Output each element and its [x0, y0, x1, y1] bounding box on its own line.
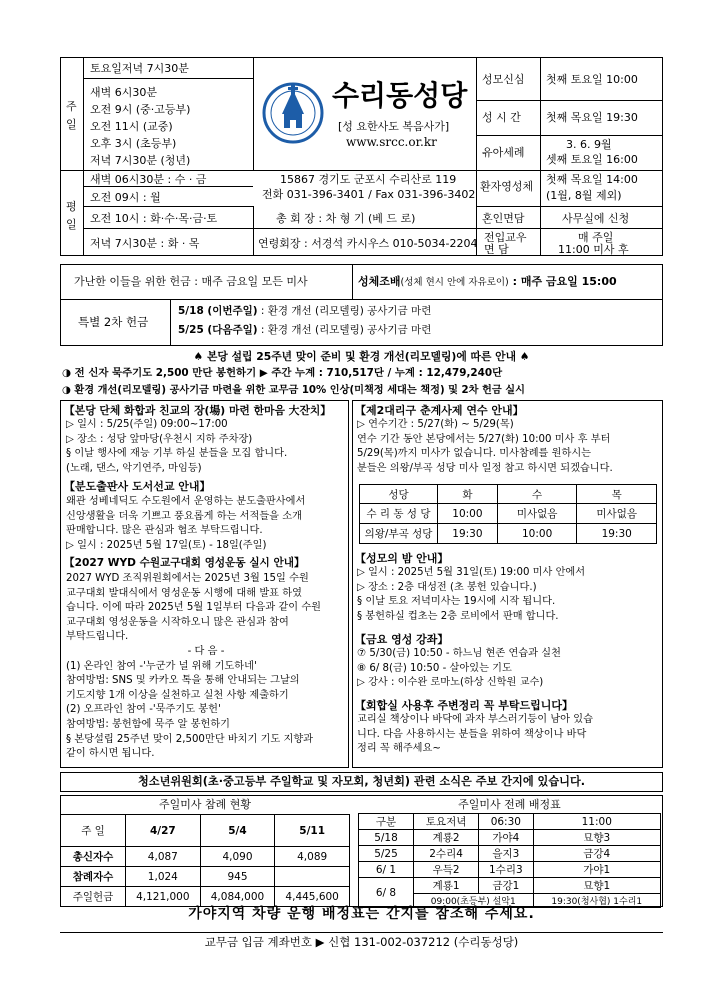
adoration-notice: 성체조배(성체 현시 안에 자유로이) : 매주 금요일 15:00 [358, 275, 617, 288]
table-cell: 5/18 [359, 830, 414, 846]
section-title: 【금요 영성 강좌】 [355, 633, 449, 646]
table-cell: 2수리4 [414, 846, 479, 862]
sunday-mass: 새벽 6시30분 [90, 86, 157, 99]
table-cell: 10:00 [497, 524, 577, 544]
divider [352, 264, 353, 299]
table-cell: 미사없음 [497, 504, 577, 524]
table-cell: 4,084,000 [200, 887, 275, 907]
schedule-label: 환자영성체 [480, 180, 534, 193]
schedule-value: 셋째 토요일 16:00 [546, 153, 638, 166]
section-body: ▷ 일시 : 5/25(주일) 09:00~17:00 ▷ 장소 : 성당 앞마당(우천시 지하 주차장) § 이날 행사에 재능 기부 하실 분들을 모집 합니다. (노래, 댄스, 악기연주, 마임등) [66, 419, 288, 474]
ministry-table [358, 813, 661, 908]
table-cell: 10:00 [438, 504, 498, 524]
footer-account: 교무금 입금 계좌번호 ▶ 신협 131-002-037212 (수리동성당) [204, 935, 519, 949]
church-logo-icon [262, 76, 324, 150]
schedule-value: 매 주일 [578, 231, 614, 244]
section-title: 【2027 WYD 수원교구대회 영성운동 실시 안내】 [64, 557, 305, 569]
website-text: www.srcc.or.kr [346, 135, 437, 149]
table-cell: 6/ 1 [359, 862, 414, 878]
table-cell: 계룡2 [414, 830, 479, 846]
table-header: 목 [577, 485, 657, 504]
council-text: 총 회 장 : 차 형 기 (베 드 로) [276, 212, 416, 225]
divider [476, 100, 663, 101]
table-cell: 19:30 [438, 524, 498, 544]
divider [476, 135, 663, 136]
divider [540, 57, 541, 256]
section-body: ⑦ 5/30(금) 10:50 - 하느님 현존 연습과 실천 ⑧ 6/ 8(금) 10:50 - 살아있는 기도 ▷ 강사 : 이수완 로마노(하상 신학원 교수) [357, 648, 561, 689]
table-header: 화 [438, 485, 498, 504]
special-line: 5/18 (이번주일) : 환경 개선 (리모델링) 공사기금 마련 [178, 305, 432, 317]
schedule-label: 유아세례 [482, 146, 525, 159]
table-header: 5/11 [275, 815, 350, 847]
anniversary-line: ◑ 환경 개선(리모델링) 공사기금 마련을 위한 교무금 10% 인상(미책정 세대는 책정) 및 2차 헌금 실시 [62, 385, 525, 396]
anniversary-title: ♠ 본당 설립 25주년 맞이 준비 및 환경 개선(리모델링)에 따른 안내 ♠ [193, 350, 530, 363]
schedule-label: 성 시 간 [482, 111, 521, 124]
section-body: 교리실 책상이나 바닥에 과자 부스러기등이 남아 있습 니다. 다음 사용하시는 분들을 위하여 책상이나 바닥 정리 꼭 해주세요~ [357, 714, 593, 755]
weekday-mass: 오전 10시 : 화·수·목·금·토 [90, 212, 218, 225]
weekday-label: 평일 [66, 200, 77, 231]
table-cell: 4,089 [275, 847, 350, 867]
table-cell: 09:00(초등부) 설악1 [414, 894, 534, 908]
divider [170, 299, 171, 346]
table-header: 성당 [360, 485, 438, 504]
sunday-mass: 저녁 7시30분 (청년) [90, 154, 191, 167]
sunday-mass: 오전 11시 (교중) [90, 120, 173, 133]
divider [83, 78, 253, 79]
special-label: 특별 2차 헌금 [78, 315, 149, 329]
table-row-label: 참례자수 [61, 867, 126, 887]
address-text: 15867 경기도 군포시 수리산로 119 [280, 173, 457, 186]
section-title: 【성모의 밤 안내】 [355, 552, 449, 565]
church-name: 수리동성당 [332, 79, 468, 112]
phone-text: 전화 031-396-3401 / Fax 031-396-3402 [262, 188, 476, 201]
weekday-mass: 저녁 7시30분 : 화 · 목 [90, 237, 200, 250]
table-cell: 4,121,000 [126, 887, 201, 907]
table-cell: 을지3 [479, 846, 533, 862]
table-cell: 묘향1 [533, 878, 661, 894]
union-text: 연령회장 : 서경석 카시우스 010-5034-2204 [258, 237, 478, 250]
divider [60, 932, 663, 933]
poor-offering: 가난한 이들을 위한 헌금 : 매주 금요일 모든 미사 [74, 275, 308, 288]
anniversary-line: ◑ 전 신자 묵주기도 2,500 만단 봉헌하기 ▶ 주간 누계 : 710,517단 / 누계 : 12,479,240단 [62, 367, 503, 379]
section-body: ▷ 일시 : 2025년 5월 31일(토) 19:00 미사 안에서 ▷ 장소 : 2층 대성전 (초 봉헌 있습니다.) § 이날 토요 저녁미사는 19시에 시작 됩니다. § 봉헌하실 컵초는 2층 로비에서 판매 합니다. [357, 567, 586, 622]
divider [253, 57, 254, 170]
divider [83, 228, 476, 229]
section-title: 【제2대리구 춘계사제 연수 안내】 [355, 404, 524, 417]
stats-table [60, 814, 350, 907]
ministry-title: 주일미사 전례 배정표 [458, 798, 561, 811]
schedule-label: 면 담 [484, 243, 509, 256]
schedule-label: 성모신심 [482, 73, 525, 86]
sunday-mass: 오전 9시 (중·고등부) [90, 103, 191, 116]
divider [60, 170, 663, 171]
table-cell: 우득2 [414, 862, 479, 878]
table-cell: 945 [200, 867, 275, 887]
stats-title: 주일미사 참례 현황 [158, 798, 251, 811]
section-title: 【분도출판사 도서선교 안내】 [64, 480, 211, 493]
table-cell: 금강4 [533, 846, 661, 862]
table-cell: 1수리3 [479, 862, 533, 878]
section-title: 【본당 단체 화합과 친교의 장(場) 마련 한마음 大잔치】 [64, 404, 332, 417]
section-body: ▷ 연수기간 : 5/27(화) ~ 5/29(목) 연수 기간 동안 본당에서는 5/27(화) 10:00 미사 후 부터 5/29(목)까지 미사가 없습니다. 미사참례를 원하시는 분들은 의왕/부곡 성당 미사 일정 참고 하시면 되겠습니다. [357, 419, 613, 474]
table-cell: 19:30 [577, 524, 657, 544]
table-cell: 금강1 [479, 878, 533, 894]
table-header: 주 일 [61, 815, 126, 847]
table-cell: 가야1 [533, 862, 661, 878]
table-cell: 4,445,600 [275, 887, 350, 907]
table-header: 토요저녁 [414, 814, 479, 830]
divider [253, 206, 254, 256]
table-cell: 4,087 [126, 847, 201, 867]
table-header: 06:30 [479, 814, 533, 830]
table-cell [275, 867, 350, 887]
schedule-value: 11:00 미사 후 [558, 243, 629, 256]
table-header: 5/4 [200, 815, 275, 847]
table-header: 구분 [359, 814, 414, 830]
table-cell: 1,024 [126, 867, 201, 887]
weekday-mass: 새벽 06시30분 : 수 · 금 [90, 173, 207, 186]
table-cell: 가야4 [479, 830, 533, 846]
divider [476, 228, 663, 229]
divider [476, 57, 477, 256]
table-header: 11:00 [533, 814, 661, 830]
section-body: 2027 WYD 조직위원회에서는 2025년 3월 15일 수원 교구대회 발대식에서 영성운동 시행에 대해 발표 하였 습니다. 이에 따라 2025년 5월 1일부터 다음과 같이 수원 교구대회 영성운동을 시작하오니 많은 관심과 참여 부탁드립니다. - 다 음 - (1) 온라인 참여 -'누군가 널 위해 기도하네' 참여방법: SNS 및 카카오 톡을 통해 안내되는 그날의 기도지향 1개 이상을 실천하고 실천 사항 제출하기 (2) 오프라인 참여 -'묵주기도 봉헌' 참여방법: 봉헌함에 묵주 알 봉헌하기 § 본당설립 25주년 맞이 2,500만단 바치기 기도 지향과 같이 하시면 됩니다. [66, 573, 322, 760]
sunday-mass: 오후 3시 (초등부) [90, 137, 177, 150]
divider [60, 299, 663, 300]
section-body: 왜관 성베네딕도 수도원에서 운영하는 분도출판사에서 신앙생활을 더욱 기쁘고 풍요롭게 하는 서적들을 소개 판매합니다. 많은 관심과 협조 부탁드립니다. ▷ 일시 : 2025년 5월 17일(토) - 18일(주일) [66, 496, 306, 551]
schedule-value: (1월, 8월 제외) [546, 189, 622, 202]
youth-notice: 청소년위원회(초·중고등부 주일학교 및 자모회, 청년회) 관련 소식은 주보 간지에 있습니다. [137, 775, 586, 788]
weekday-mass: 오전 09시 : 월 [90, 191, 161, 204]
table-cell: 수 리 동 성 당 [360, 504, 438, 524]
table-cell: 묘향3 [533, 830, 661, 846]
table-row-label: 주일헌금 [61, 887, 126, 907]
retreat-table [359, 484, 657, 544]
table-cell: 4,090 [200, 847, 275, 867]
table-row-label: 총신자수 [61, 847, 126, 867]
divider [83, 206, 253, 207]
schedule-label: 전입교우 [484, 231, 527, 244]
table-header: 수 [497, 485, 577, 504]
sunday-label: 주일 [66, 100, 77, 131]
saturday-mass: 토요일저녁 7시30분 [90, 62, 189, 75]
special-line: 5/25 (다음주일) : 환경 개선 (리모델링) 공사기금 마련 [178, 324, 432, 336]
schedule-value: 첫째 토요일 10:00 [546, 73, 638, 86]
divider [83, 57, 84, 256]
table-cell: 5/25 [359, 846, 414, 862]
schedule-label: 혼인면담 [482, 212, 525, 225]
table-cell: 19:30(청사협) 1수리1 [533, 894, 661, 908]
table-cell: 계룡1 [414, 878, 479, 894]
table-header: 4/27 [126, 815, 201, 847]
schedule-value: 사무실에 신청 [562, 212, 630, 225]
patron-text: [성 요한사도 복음사가] [338, 120, 450, 133]
divider [83, 186, 253, 187]
table-cell: 6/ 8 [359, 878, 414, 908]
section-title: 【회합실 사용후 주변정리 꼭 부탁드립니다】 [355, 699, 573, 712]
table-cell: 미사없음 [577, 504, 657, 524]
schedule-value: 3. 6. 9월 [566, 138, 612, 151]
table-cell: 의왕/부곡 성당 [360, 524, 438, 544]
divider [476, 206, 663, 207]
schedule-value: 첫째 목요일 14:00 [546, 173, 638, 186]
schedule-value: 첫째 목요일 19:30 [546, 111, 638, 124]
vehicle-notice: 가야지역 차량 운행 배정표는 간지를 참조해 주세요. [188, 906, 535, 922]
